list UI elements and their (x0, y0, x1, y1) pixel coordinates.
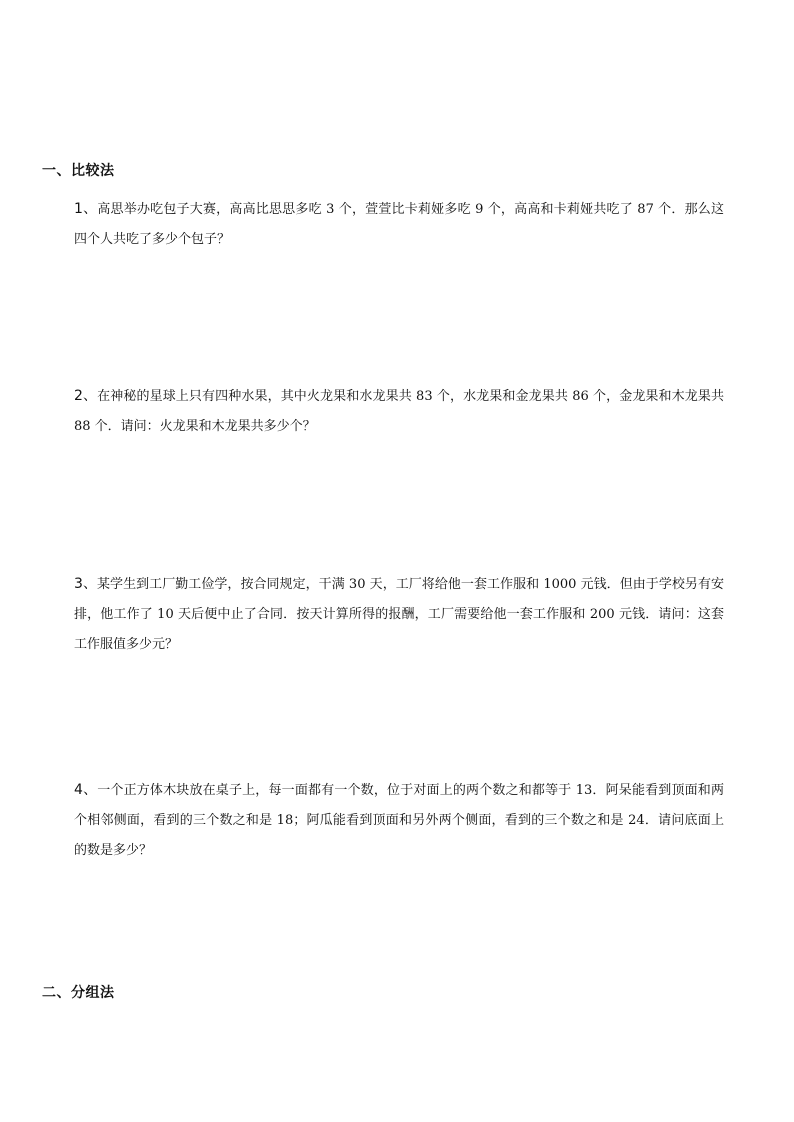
question-number: 2、 (74, 388, 98, 404)
question-text: 高思举办吃包子大赛，高高比思思多吃 3 个，萱萱比卡莉娅多吃 9 个，高高和卡莉娅共吃了 87 个．那么这四个人共吃了多少个包子？ (74, 202, 724, 247)
question-number: 1、 (74, 201, 98, 217)
question-number: 3、 (74, 576, 97, 592)
section-title-grouping: 二、分组法 (42, 985, 115, 1001)
question-text: 某学生到工厂勤工俭学，按合同规定，干满 30 天，工厂将给他一套工作服和 1000 元钱．但由于学校另有安排，他工作了 10 天后便中止了合同．按天计算所得的报酬，工厂需要给他一套工作服和 200 元钱．请问：这套工作服值多少元？ (74, 577, 724, 652)
section-title-comparison: 一、比较法 (42, 163, 115, 179)
question-text: 在神秘的星球上只有四种水果，其中火龙果和水龙果共 83 个，水龙果和金龙果共 86 个，金龙果和木龙果共 88 个．请问：火龙果和木龙果共多少个？ (74, 389, 724, 434)
question-3 (74, 569, 724, 660)
question-number: 4、 (74, 782, 98, 798)
question-text: 一个正方体木块放在桌子上，每一面都有一个数，位于对面上的两个数之和都等于 13．阿呆能看到顶面和两个相邻侧面，看到的三个数之和是 18；阿瓜能看到顶面和另外两个侧面，看到的三个数之和是 24．请问底面上的数是多少？ (74, 783, 724, 858)
question-1 (74, 194, 724, 255)
question-4 (74, 775, 724, 866)
question-2 (74, 381, 724, 442)
